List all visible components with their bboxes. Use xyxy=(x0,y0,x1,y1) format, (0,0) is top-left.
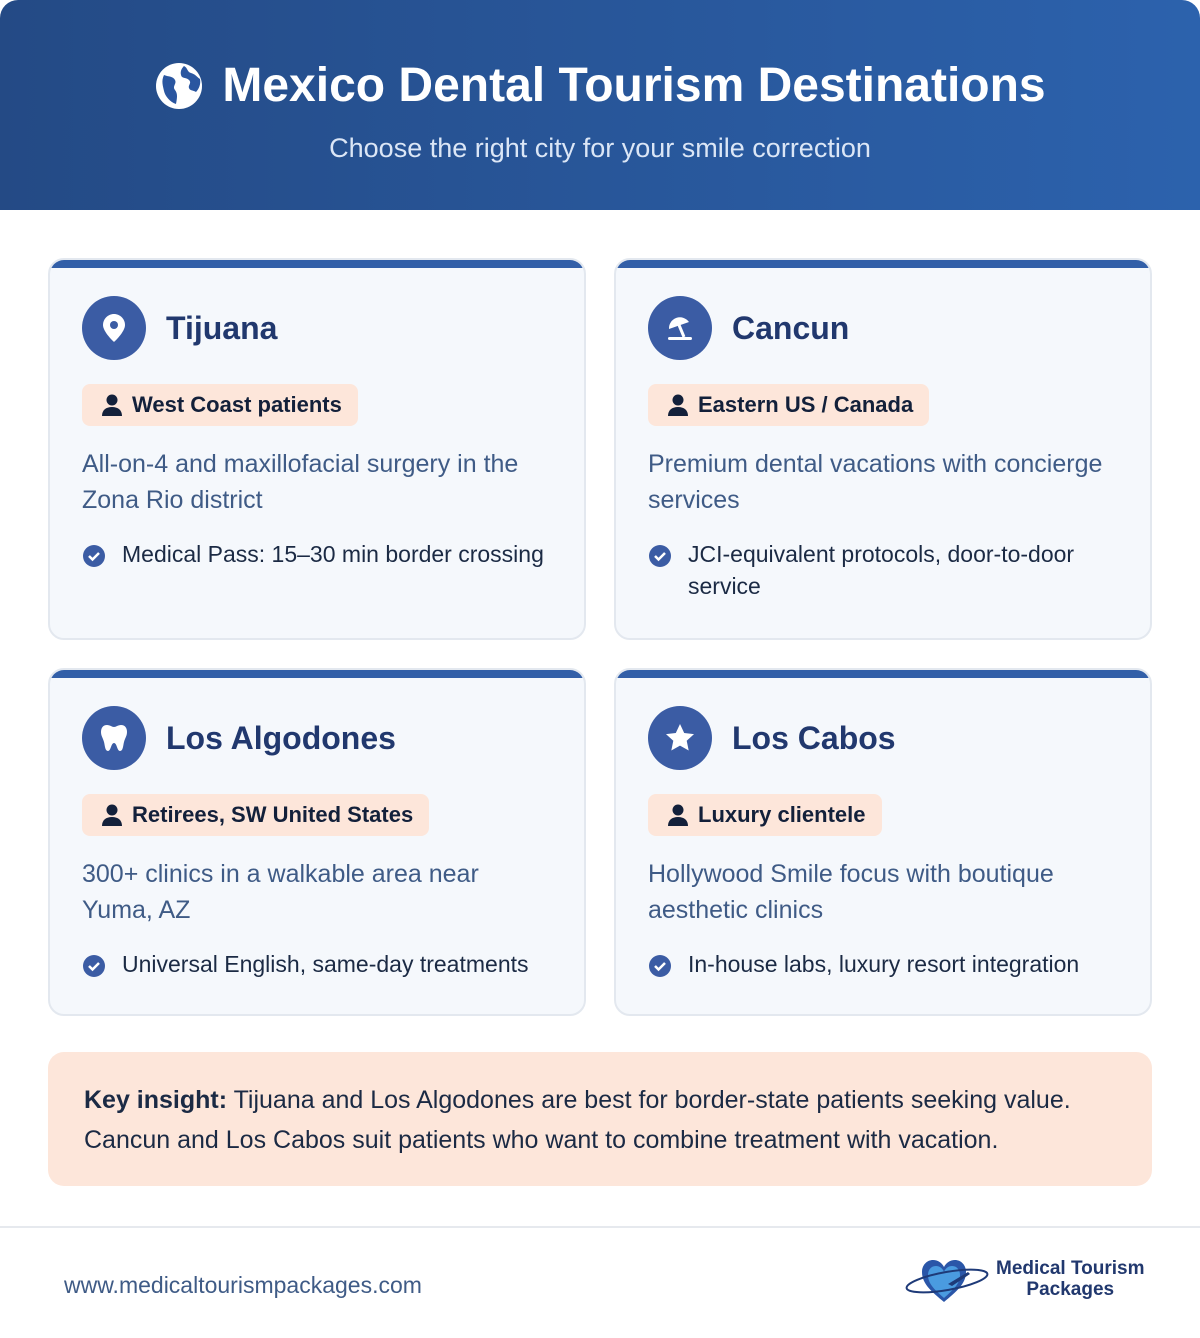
footer xyxy=(0,1226,1200,1338)
check-circle-icon xyxy=(648,544,672,568)
user-icon xyxy=(668,394,688,416)
star-icon xyxy=(648,706,712,770)
feature-item: Medical Pass: 15–30 min border crossing xyxy=(82,538,552,570)
audience-badge: Eastern US / Canada xyxy=(648,384,929,426)
destination-card-los-algodones xyxy=(48,668,586,1016)
check-circle-icon xyxy=(82,954,106,978)
user-icon xyxy=(102,394,122,416)
city-name: Cancun xyxy=(732,309,850,346)
check-circle-icon xyxy=(648,954,672,978)
key-insight-box xyxy=(48,1052,1152,1186)
city-description: Hollywood Smile focus with boutique aesthetic clinics xyxy=(648,860,1054,924)
city-name: Tijuana xyxy=(166,309,278,346)
audience-badge: Luxury clientele xyxy=(648,794,882,836)
heart-plane-logo-icon xyxy=(904,1254,990,1304)
feature-item: Universal English, same-day treatments xyxy=(82,948,552,980)
city-description: All-on-4 and maxillofacial surgery in the Zona Rio district xyxy=(82,450,519,514)
check-circle-icon xyxy=(82,544,106,568)
destination-grid xyxy=(48,258,1152,1016)
city-name: Los Algodones xyxy=(166,719,396,756)
insight-text: Tijuana and Los Algodones are best for border-state patients seeking value. Cancun and Los Cabos suit patients who want to combine treatment with vacation. xyxy=(84,1086,1071,1154)
page-subtitle: Choose the right city for your smile correction xyxy=(329,133,871,163)
city-description: Premium dental vacations with concierge services xyxy=(648,450,1103,514)
user-icon xyxy=(102,804,122,826)
destination-card-los-cabos xyxy=(614,668,1152,1016)
website-link[interactable]: www.medicaltourismpackages.com xyxy=(64,1272,422,1298)
brand-logo: Medical Tourism Packages xyxy=(904,1254,1145,1304)
beach-umbrella-icon xyxy=(648,296,712,360)
city-name: Los Cabos xyxy=(732,719,896,756)
page-title: Mexico Dental Tourism Destinations xyxy=(0,0,1200,113)
map-pin-icon xyxy=(82,296,146,360)
feature-item: JCI-equivalent protocols, door-to-door service xyxy=(648,538,1118,602)
audience-badge: Retirees, SW United States xyxy=(82,794,429,836)
audience-badge: West Coast patients xyxy=(82,384,358,426)
insight-label: Key insight: xyxy=(84,1086,228,1114)
tooth-icon xyxy=(82,706,146,770)
destination-card-tijuana xyxy=(48,258,586,640)
user-icon xyxy=(668,804,688,826)
feature-item: In-house labs, luxury resort integration xyxy=(648,948,1118,980)
destination-card-cancun xyxy=(614,258,1152,640)
city-description: 300+ clinics in a walkable area near Yuma, AZ xyxy=(82,860,479,924)
header xyxy=(0,0,1200,210)
globe-icon xyxy=(154,61,204,111)
